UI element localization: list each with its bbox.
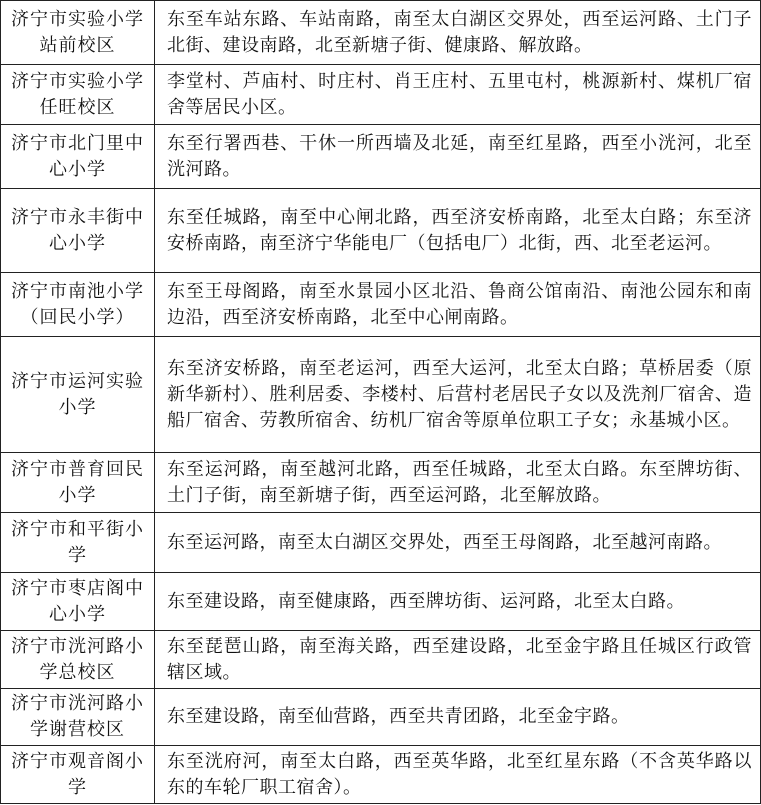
school-name-cell bbox=[1, 453, 155, 513]
school-name: 济宁市枣店阁中心小学 bbox=[11, 577, 144, 625]
zone-description: 东至运河路，南至太白湖区交界处，西至王母阁路，北至越河南路。 bbox=[167, 531, 722, 553]
school-name: 济宁市观音阁小学 bbox=[11, 750, 144, 798]
table-row bbox=[1, 631, 761, 689]
zone-description-cell bbox=[155, 189, 761, 273]
zone-description: 东至运河路，南至越河北路，西至任城路，北至太白路。东至牌坊街、土门子街，南至新塘子街，西至运河路，北至解放路。 bbox=[167, 458, 752, 506]
zone-description: 东至王母阁路，南至水景园小区北沿、鲁商公馆南沿、南池公园东和南边沿，西至济安桥南路，北至中心闸南路。 bbox=[167, 280, 752, 328]
school-name-cell bbox=[1, 689, 155, 746]
zone-description: 东至琵琶山路，南至海关路，西至建设路，北至金宇路且任城区行政管辖区域。 bbox=[167, 635, 752, 683]
school-name: 济宁市普育回民小学 bbox=[11, 458, 144, 506]
school-name-cell bbox=[1, 337, 155, 453]
zone-description-cell bbox=[155, 1, 761, 65]
zone-description-cell bbox=[155, 689, 761, 746]
zone-description: 东至行署西巷、干休一所西墙及北延，南至红星路，西至小洸河，北至洸河路。 bbox=[167, 132, 752, 180]
school-name: 济宁市北门里中心小学 bbox=[11, 132, 144, 180]
school-name: 济宁市和平街小学 bbox=[11, 518, 144, 566]
table-row bbox=[1, 746, 761, 804]
zone-description-cell bbox=[155, 573, 761, 631]
zone-description-cell bbox=[155, 273, 761, 337]
zone-description: 东至建设路，南至健康路，西至牌坊街、运河路，北至太白路。 bbox=[167, 590, 685, 612]
school-name: 济宁市洸河路小学总校区 bbox=[11, 635, 144, 683]
zone-description: 东至任城路，南至中心闸北路，西至济安桥南路，北至太白路；东至济安桥南路，南至济宁华能电厂（包括电厂）北街，西、北至老运河。 bbox=[167, 206, 752, 254]
zone-description-cell bbox=[155, 337, 761, 453]
zone-description: 李堂村、芦庙村、时庄村、肖王庄村、五里屯村，桃源新村、煤机厂宿舍等居民小区。 bbox=[167, 70, 752, 118]
table-row bbox=[1, 273, 761, 337]
zone-description: 东至车站东路、车站南路，南至太白湖区交界处，西至运河路、土门子北街、建设南路，北至新塘子街、健康路、解放路。 bbox=[167, 8, 752, 56]
table-row bbox=[1, 689, 761, 746]
table-row bbox=[1, 453, 761, 513]
school-name: 济宁市实验小学站前校区 bbox=[11, 8, 144, 56]
zone-description: 东至建设路，南至仙营路，西至共青团路，北至金宇路。 bbox=[167, 706, 630, 727]
zone-description-cell bbox=[155, 746, 761, 804]
school-name-cell bbox=[1, 513, 155, 573]
table-row bbox=[1, 513, 761, 573]
school-name: 济宁市洸河路小学谢营校区 bbox=[11, 693, 144, 740]
zone-description-cell bbox=[155, 513, 761, 573]
table-row bbox=[1, 125, 761, 189]
table-row bbox=[1, 337, 761, 453]
table-row bbox=[1, 1, 761, 65]
school-name-cell bbox=[1, 189, 155, 273]
school-name-cell bbox=[1, 631, 155, 689]
table-row bbox=[1, 573, 761, 631]
table-row bbox=[1, 189, 761, 273]
zone-description-cell bbox=[155, 631, 761, 689]
school-name-cell bbox=[1, 273, 155, 337]
zone-description: 东至洸府河，南至太白路，西至英华路，北至红星东路（不含英华路以东的车轮厂职工宿舍）。 bbox=[167, 750, 752, 798]
school-name: 济宁市南池小学（回民小学） bbox=[11, 280, 144, 328]
school-name: 济宁市实验小学任旺校区 bbox=[11, 70, 144, 118]
school-name-cell bbox=[1, 573, 155, 631]
school-name-cell bbox=[1, 746, 155, 804]
zone-description-cell bbox=[155, 65, 761, 125]
school-name-cell bbox=[1, 65, 155, 125]
zone-description-cell bbox=[155, 125, 761, 189]
school-name-cell bbox=[1, 1, 155, 65]
zone-description: 东至济安桥路，南至老运河，西至大运河，北至太白路；草桥居委（原新华新村）、胜利居委、李楼村、后营村老居民子女以及洗剂厂宿舍、造船厂宿舍、劳教所宿舍、纺机厂宿舍等原单位职工子女；永基城小区。 bbox=[167, 357, 752, 431]
school-name: 济宁市运河实验小学 bbox=[11, 370, 144, 418]
table-row bbox=[1, 65, 761, 125]
zone-description-cell bbox=[155, 453, 761, 513]
school-name-cell bbox=[1, 125, 155, 189]
school-name: 济宁市永丰街中心小学 bbox=[11, 206, 144, 254]
